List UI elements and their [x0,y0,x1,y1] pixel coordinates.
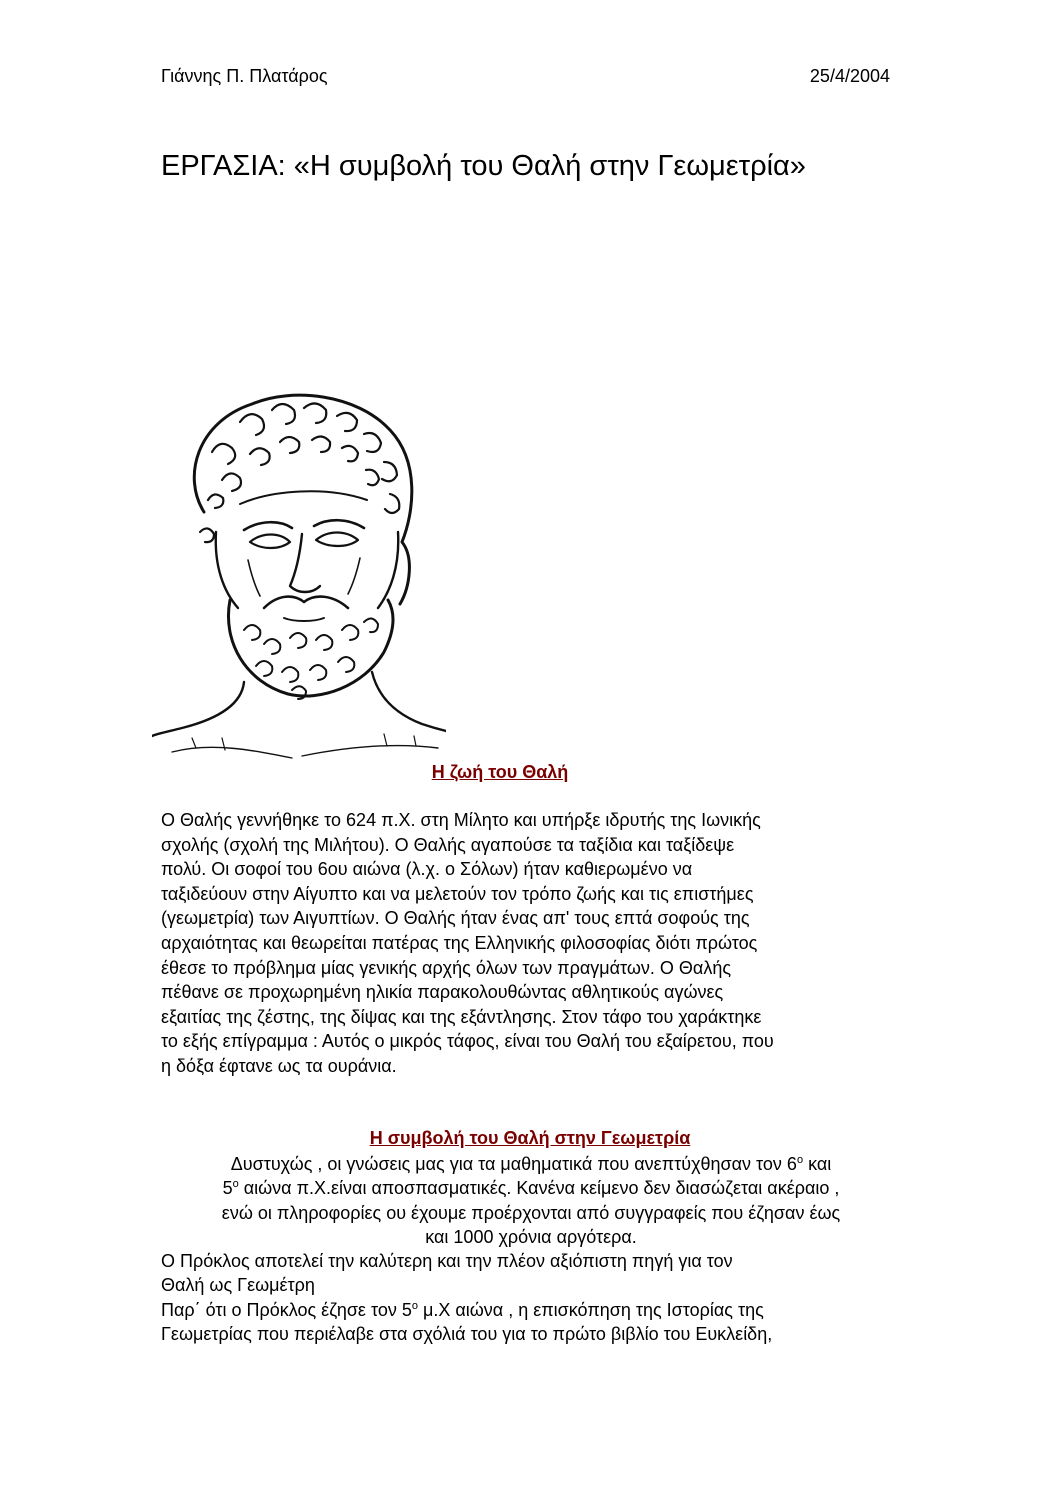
geometry-line: Ο Πρόκλος αποτελεί την καλύτερη και την πλέον αξιόπιστη πηγή για τον [161,1251,733,1272]
geometry-text: 5 [222,1178,233,1199]
geometry-line: και 1000 χρόνια αργότερα. [425,1226,637,1247]
superscript: ο [796,1154,804,1166]
life-line: πέθανε σε προχωρημένη ηλικία παρακολουθώντας αθλητικούς αγώνες [161,982,724,1003]
geometry-line [161,1298,901,1322]
superscript: ο [232,1178,239,1191]
geometry-text: και [803,1154,832,1174]
geometry-section-heading: Η συμβολή του Θαλή στην Γεωμετρία [369,1128,691,1148]
life-section-heading: Η ζωή του Θαλή [431,762,569,782]
geometry-paragraph [161,1152,901,1346]
document-title: ΕΡΓΑΣΙΑ: «Η συμβολή του Θαλή στην Γεωμετρία» [161,150,806,182]
author-name: Γιάννης Π. Πλατάρος [161,66,328,86]
geometry-line: Γεωμετρίας που περιέλαβε στα σχόλιά του για το πρώτο βιβλίο του Ευκλείδη, [161,1324,773,1345]
life-line: ταξιδεύουν στην Αίγυπτο και να μελετούν τον τρόπο ζωής και τις επιστήμες [161,883,754,904]
geometry-text: αιώνα π.Χ.είναι αποσπασματικές. Κανένα κείμενο δεν διασώζεται ακέραιο , [238,1178,840,1199]
life-paragraph [161,808,901,1079]
life-line: Ο Θαλής γεννήθηκε το 624 π.Χ. στη Μίλητο και υπήρξε ιδρυτής της Ιωνικής [161,810,761,830]
life-line: πολύ. Οι σοφοί του 6ου αιώνα (λ.χ. ο Σόλων) ήταν καθιερωμένο να [161,859,693,880]
life-line: έθεσε το πρόβλημα μίας γενικής αρχής όλων των πραγμάτων. Ο Θαλής [161,957,732,978]
life-line: εξαιτίας της ζέστης, της δίψας και της εξάντλησης. Στον τάφο του χαράκτηκε [161,1006,762,1027]
geometry-line: ενώ οι πληροφορίες ου έχουμε προέρχονται από συγγραφείς που έζησαν έως [221,1202,841,1223]
superscript: ο [411,1299,418,1312]
thales-portrait-image [152,382,446,762]
life-line: η δόξα έφτανε ως τα ουράνια. [161,1055,397,1076]
life-line: σχολής (σχολή της Μιλήτου). Ο Θαλής αγαπούσε τα ταξίδια και ταξίδεψε [161,834,735,855]
geometry-text: μ.Χ αιώνα , η επισκόπηση της Ιστορίας της [417,1299,764,1320]
geometry-text: Δυστυχώς , οι γνώσεις μας για τα μαθηματικά που ανεπτύχθησαν τον 6 [230,1154,797,1174]
life-line: αρχαιότητας και θεωρείται πατέρας της Ελληνικής φιλοσοφίας διότι πρώτος [161,932,758,953]
geometry-text: Παρ΄ ότι ο Πρόκλος έζησε τον 5 [161,1299,412,1320]
geometry-line [161,1152,901,1176]
geometry-line: Θαλή ως Γεωμέτρη [161,1275,315,1296]
geometry-line [161,1176,901,1200]
document-date: 25/4/2004 [809,66,890,86]
life-line: το εξής επίγραμμα : Αυτός ο μικρός τάφος, είναι του Θαλή του εξαίρετου, που [161,1031,774,1052]
life-line: (γεωμετρία) των Αιγυπτίων. Ο Θαλής ήταν ένας απ' τους επτά σοφούς της [161,908,750,929]
